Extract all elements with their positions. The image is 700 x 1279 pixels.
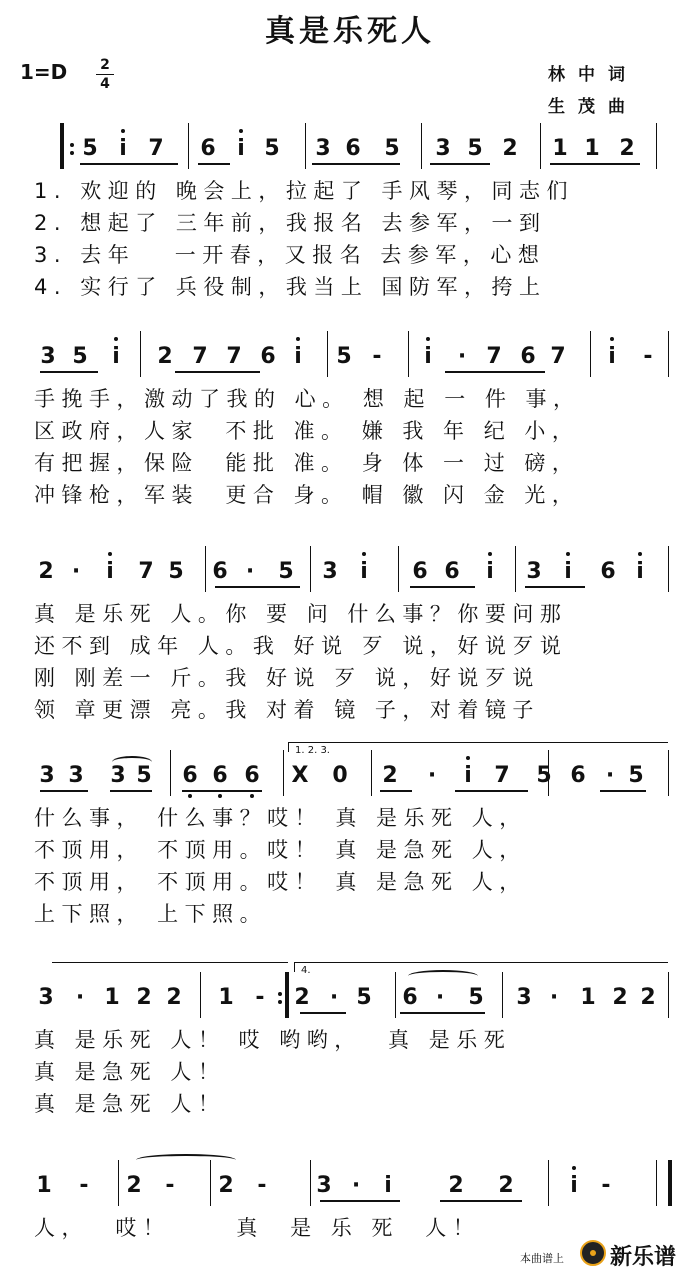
barline (548, 1160, 549, 1206)
lyric-line: 4. 实行了 兵役制，我当上 国防军，挎上 (34, 275, 547, 299)
note: · (427, 763, 437, 788)
lyric-line: 冲锋枪，军装 更合 身。 帽 徽 闪 金 光， (34, 483, 580, 507)
barline (515, 546, 516, 592)
barline (548, 750, 549, 796)
key-signature: 1=D (20, 60, 68, 84)
barline (170, 750, 171, 796)
note: i (112, 344, 120, 369)
lyric-line: 上下照， 上下照。 (34, 902, 268, 926)
composer-credit: 生茂曲 (548, 97, 638, 117)
barline (305, 123, 306, 169)
barline (656, 1160, 657, 1206)
lyric-line: 真 是急死 人！ (34, 1060, 226, 1084)
barline (408, 331, 409, 377)
note: 6 (444, 559, 460, 584)
note: i (119, 136, 127, 161)
octave-high-dot (638, 552, 642, 556)
barline (668, 972, 669, 1018)
note: i (237, 136, 245, 161)
note: 2 (640, 985, 656, 1010)
note: 5 (278, 559, 294, 584)
beam-underline (430, 163, 490, 165)
tie (112, 756, 152, 768)
note: 7 (138, 559, 154, 584)
beam-underline (525, 586, 585, 588)
lyric-line: 真 是急死 人！ (34, 1092, 226, 1116)
note: 2 (166, 985, 182, 1010)
note: · (457, 344, 467, 369)
note: 2 (136, 985, 152, 1010)
note: 5 (72, 344, 88, 369)
barline (327, 331, 328, 377)
beam-underline (600, 790, 646, 792)
note: 6 (600, 559, 616, 584)
note: 6 (182, 763, 198, 788)
note: i (360, 559, 368, 584)
note: · (245, 559, 255, 584)
note: - (165, 1173, 175, 1198)
octave-high-dot (108, 552, 112, 556)
beam-underline (550, 163, 640, 165)
note: 2 (448, 1173, 464, 1198)
note: 2 (498, 1173, 514, 1198)
note: · (351, 1173, 361, 1198)
note: i (636, 559, 644, 584)
octave-low-dot (218, 794, 222, 798)
note: - (255, 985, 265, 1010)
note: 5 (384, 136, 400, 161)
note: 7 (226, 344, 242, 369)
time-signature: 2 4 (96, 57, 114, 92)
lyric-line: 领 章更漂 亮。我 对着 镜 子，对着镜子 (34, 698, 540, 722)
barline (310, 1160, 311, 1206)
barline (668, 546, 669, 592)
octave-high-dot (114, 337, 118, 341)
lyric-line: 1. 欢迎的 晚会上，拉起了 手风琴，同志们 (34, 179, 575, 203)
volta-1-2-3: 1. 2. 3. (288, 742, 668, 752)
beam-underline (40, 790, 88, 792)
barline (188, 123, 189, 169)
note: 5 (168, 559, 184, 584)
note: 6 (520, 344, 536, 369)
repeat-dots (278, 988, 283, 1008)
note: 6 (260, 344, 276, 369)
note: 3 (40, 344, 56, 369)
octave-high-dot (239, 129, 243, 133)
octave-low-dot (188, 794, 192, 798)
beam-underline (380, 790, 412, 792)
note: · (549, 985, 559, 1010)
barline (502, 972, 503, 1018)
note: X (291, 763, 309, 788)
site-logo: 新乐谱 (610, 1245, 677, 1270)
note: 0 (332, 763, 348, 788)
barline (140, 331, 141, 377)
barline (310, 546, 311, 592)
note: - (643, 344, 653, 369)
note: 5 (356, 985, 372, 1010)
note: 1 (36, 1173, 52, 1198)
note: 2 (38, 559, 54, 584)
note: 1 (580, 985, 596, 1010)
lyric-line: 还不到 成年 人。我 好说 歹 说，好说歹说 (34, 634, 568, 658)
note: 6 (570, 763, 586, 788)
beam-underline (110, 790, 152, 792)
barline (210, 1160, 211, 1206)
beam-underline (300, 1012, 346, 1014)
note: 7 (494, 763, 510, 788)
note: 3 (110, 763, 126, 788)
note: 1 (218, 985, 234, 1010)
lyric-line: 区政府，人家 不批 准。 嫌 我 年 纪 小， (34, 419, 580, 443)
note: 6 (200, 136, 216, 161)
note: 3 (526, 559, 542, 584)
lyric-line: 手挽手，激动了我的 心。 想 起 一 件 事， (34, 387, 581, 411)
beam-underline (440, 1200, 522, 1202)
barline (590, 331, 591, 377)
note: 3 (516, 985, 532, 1010)
note: i (486, 559, 494, 584)
beam-underline (455, 790, 528, 792)
barline-thick (60, 123, 64, 169)
barline (398, 546, 399, 592)
octave-high-dot (572, 1166, 576, 1170)
octave-low-dot (250, 794, 254, 798)
note: 5 (336, 344, 352, 369)
note: i (294, 344, 302, 369)
beam-underline (410, 586, 475, 588)
note: i (384, 1173, 392, 1198)
note: 3 (315, 136, 331, 161)
barline (395, 972, 396, 1018)
beam-underline (400, 1012, 485, 1014)
note: 3 (435, 136, 451, 161)
barline (205, 546, 206, 592)
note: - (257, 1173, 267, 1198)
barline (421, 123, 422, 169)
octave-high-dot (610, 337, 614, 341)
note: · (605, 763, 615, 788)
lyric-line: 人， 哎！ 真 是 乐 死 人！ (34, 1216, 481, 1240)
beam-underline (215, 586, 300, 588)
note: · (329, 985, 339, 1010)
note: 1 (552, 136, 568, 161)
note: 6 (345, 136, 361, 161)
octave-high-dot (566, 552, 570, 556)
octave-high-dot (362, 552, 366, 556)
note: i (424, 344, 432, 369)
note: 2 (619, 136, 635, 161)
tie (136, 1154, 236, 1166)
note: 2 (382, 763, 398, 788)
note: 3 (322, 559, 338, 584)
volta-4: 4. (294, 962, 668, 972)
beam-underline (40, 371, 98, 373)
octave-high-dot (121, 129, 125, 133)
footer-caption: 本曲谱上 (520, 1252, 564, 1265)
repeat-dots (70, 139, 75, 159)
note: 6 (244, 763, 260, 788)
note: 3 (68, 763, 84, 788)
barline-thick (285, 972, 289, 1018)
note: 2 (612, 985, 628, 1010)
beam-underline (175, 371, 260, 373)
barline (668, 331, 669, 377)
beam-underline (198, 163, 230, 165)
note: i (464, 763, 472, 788)
volta-line (52, 962, 288, 963)
note: - (372, 344, 382, 369)
note: · (435, 985, 445, 1010)
lyric-line: 真 是乐死 人。你 要 问 什么事？你要问那 (34, 602, 568, 626)
octave-high-dot (296, 337, 300, 341)
lyric-line: 不顶用， 不顶用。哎！ 真 是急死 人， (34, 838, 527, 862)
note: 5 (467, 136, 483, 161)
note: · (75, 985, 85, 1010)
note: 6 (212, 559, 228, 584)
barline (668, 750, 669, 796)
tie (408, 970, 478, 982)
note: 7 (148, 136, 164, 161)
beam-underline (182, 790, 262, 792)
note: - (79, 1173, 89, 1198)
note: i (564, 559, 572, 584)
barline (200, 972, 201, 1018)
note: 2 (218, 1173, 234, 1198)
beam-underline (445, 371, 545, 373)
note: 5 (136, 763, 152, 788)
note: 5 (264, 136, 280, 161)
lyric-line: 什么事， 什么事？哎！ 真 是乐死 人， (34, 806, 527, 830)
lyric-line: 有把握，保险 能批 准。 身 体 一 过 磅， (34, 451, 580, 475)
beam-underline (320, 1200, 400, 1202)
note: · (71, 559, 81, 584)
note: 5 (536, 763, 552, 788)
octave-high-dot (466, 756, 470, 760)
lyricist-credit: 林中词 (548, 65, 638, 85)
lyric-line: 刚 刚差一 斤。我 好说 歹 说，好说歹说 (34, 666, 540, 690)
logo-disc-icon (580, 1240, 606, 1266)
barline-thick (668, 1160, 672, 1206)
note: i (106, 559, 114, 584)
lyric-line: 不顶用， 不顶用。哎！ 真 是急死 人， (34, 870, 527, 894)
note: 6 (412, 559, 428, 584)
note: 5 (468, 985, 484, 1010)
barline (283, 750, 284, 796)
note: 2 (157, 344, 173, 369)
note: 2 (294, 985, 310, 1010)
barline (118, 1160, 119, 1206)
note: 3 (38, 985, 54, 1010)
note: 1 (104, 985, 120, 1010)
lyric-line: 真 是乐死 人！ 哎 哟哟， 真 是乐死 (34, 1028, 512, 1052)
note: - (601, 1173, 611, 1198)
barline (656, 123, 657, 169)
note: 3 (39, 763, 55, 788)
octave-high-dot (426, 337, 430, 341)
barline (371, 750, 372, 796)
note: 6 (212, 763, 228, 788)
barline (540, 123, 541, 169)
beam-underline (80, 163, 178, 165)
note: 7 (486, 344, 502, 369)
note: 7 (192, 344, 208, 369)
note: 5 (82, 136, 98, 161)
note: 6 (402, 985, 418, 1010)
note: i (608, 344, 616, 369)
octave-high-dot (488, 552, 492, 556)
note: 7 (550, 344, 566, 369)
note: 3 (316, 1173, 332, 1198)
note: 1 (584, 136, 600, 161)
song-title: 真是乐死人 (265, 14, 435, 49)
beam-underline (312, 163, 400, 165)
lyric-line: 2. 想起了 三年前，我报名 去参军，一到 (34, 211, 547, 235)
lyric-line: 3. 去年 一开春，又报名 去参军，心想 (34, 243, 546, 267)
note: 5 (628, 763, 644, 788)
note: 2 (126, 1173, 142, 1198)
note: i (570, 1173, 578, 1198)
note: 2 (502, 136, 518, 161)
